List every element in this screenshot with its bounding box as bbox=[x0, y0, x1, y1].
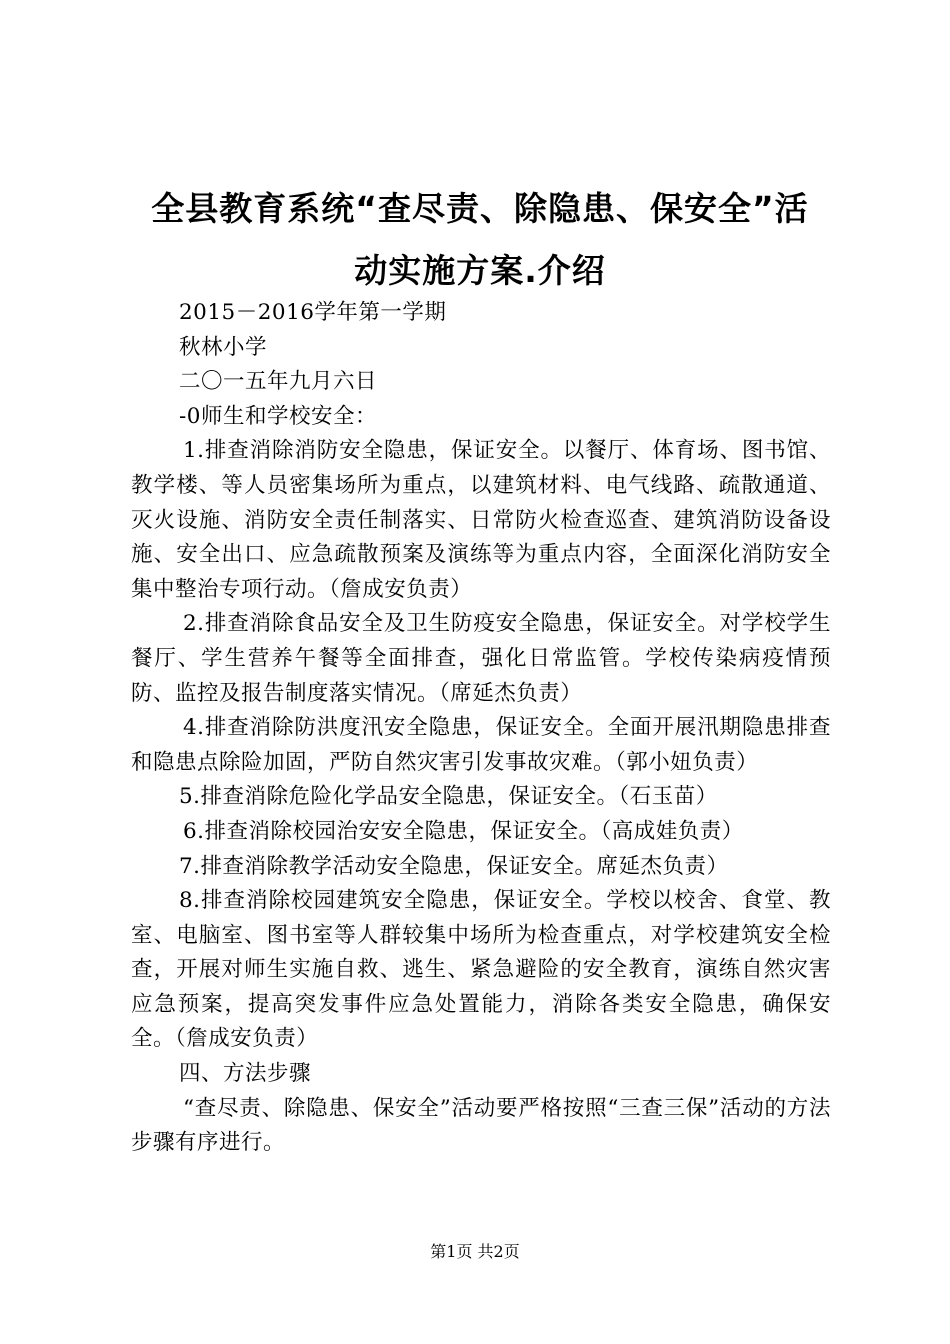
document-body bbox=[131, 296, 831, 1161]
document-date: 二〇一五年九月六日 bbox=[179, 369, 378, 395]
section-intro: -0师生和学校安全： bbox=[179, 403, 377, 429]
item-food-safety: 2.排查消除食品安全及卫生防疫安全隐患，保证安全。对学校学生餐厅、学生营养午餐等全面排查，强化日常监管。学校传染病疫情预防、监控及报告制度落实情况。（席延杰负责） bbox=[131, 611, 831, 706]
item-campus-security: 6.排查消除校园治安安全隐患，保证安全。（高成娃负责） bbox=[183, 818, 744, 844]
section-four-text: “查尽责、除隐患、保安全”活动要严格按照“三查三保”活动的方法步骤有序进行。 bbox=[131, 1095, 831, 1156]
title-line-1: 全县教育系统“查尽责、除隐患、保安全”活 bbox=[151, 189, 809, 228]
school-name: 秋林小学 bbox=[179, 334, 268, 360]
section-four-heading: 四、方法步骤 bbox=[179, 1061, 312, 1087]
semester-line: 2015－2016学年第一学期 bbox=[179, 300, 447, 325]
item-chemical-safety: 5.排查消除危险化学品安全隐患，保证安全。（石玉苗） bbox=[179, 784, 718, 810]
item-building-safety: 8.排查消除校园建筑安全隐患，保证安全。学校以校舍、食堂、教室、电脑室、图书室等人群较集中场所为检查重点，对学校建筑安全检查，开展对师生实施自救、逃生、紧急避险的安全教育，演练自然灾害应急预案，提高突发事件应急处置能力，消除各类安全隐患，确保安全。（詹成安负责） bbox=[131, 888, 831, 1052]
title-line-2: 动实施方案.介绍 bbox=[354, 251, 606, 290]
item-fire-safety: 1.排查消除消防安全隐患，保证安全。以餐厅、体育场、图书馆、教学楼、等人员密集场所为重点，以建筑材料、电气线路、疏散通道、灭火设施、消防安全责任制落实、日常防火检查巡查、建筑消防设备设施、安全出口、应急疏散预案及演练等为重点内容，全面深化消防安全集中整治专项行动。（詹成安负责） bbox=[131, 438, 831, 602]
page-indicator: 第1页 共2页 bbox=[430, 1242, 520, 1261]
document-title bbox=[125, 178, 835, 302]
page-footer bbox=[0, 1242, 950, 1262]
item-teaching-safety: 7.排查消除教学活动安全隐患，保证安全。席延杰负责） bbox=[179, 853, 729, 879]
item-flood-safety: 4.排查消除防洪度汛安全隐患，保证安全。全面开展汛期隐患排查和隐患点除险加固，严防自然灾害引发事故灾难。（郭小妞负责） bbox=[131, 715, 831, 775]
